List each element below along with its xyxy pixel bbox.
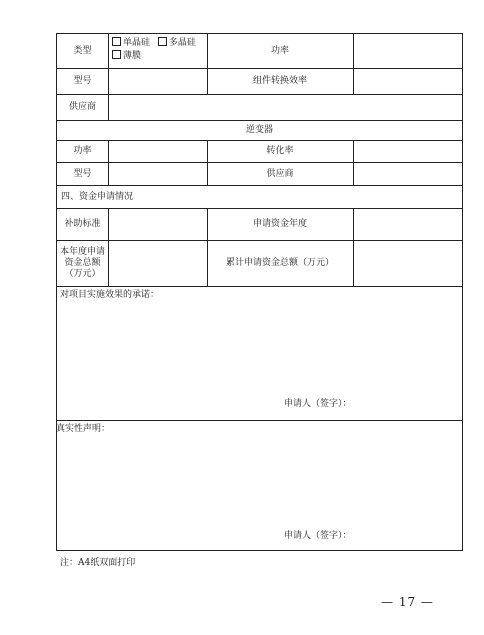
commitment-signature-label: 申请人（签字）： xyxy=(284,399,352,409)
inverter-model-label: 型号 xyxy=(73,168,92,179)
conversion-label: 转化率 xyxy=(266,146,294,156)
option-poly[interactable]: 多晶硅 xyxy=(158,38,196,48)
inverter-model-value[interactable] xyxy=(108,162,207,185)
conversion-value[interactable] xyxy=(353,140,462,162)
checkbox-icon[interactable] xyxy=(112,50,121,59)
type-options xyxy=(108,37,207,67)
year-value[interactable] xyxy=(353,208,462,240)
declaration-text-area[interactable] xyxy=(57,436,462,526)
annual-total-label: 本年度申请资金总额（万元） xyxy=(59,246,105,279)
commitment-text-area[interactable] xyxy=(57,302,462,402)
power-label: 功率 xyxy=(270,46,289,56)
model-label: 型号 xyxy=(73,76,92,86)
row-divider xyxy=(57,286,462,287)
application-form-table xyxy=(56,33,463,551)
supplier-label: 供应商 xyxy=(68,102,96,112)
supplier-value[interactable] xyxy=(108,94,462,120)
print-note: 注：A4纸双面打印 xyxy=(60,558,136,568)
efficiency-value[interactable] xyxy=(353,68,462,94)
funding-section-title: 四、资金申请情况 xyxy=(61,191,134,202)
inverter-power-label: 功率 xyxy=(73,146,92,156)
type-label: 类型 xyxy=(73,46,92,56)
inverter-supplier-value[interactable] xyxy=(353,162,462,185)
annual-total-value[interactable] xyxy=(108,240,207,286)
inverter-title: 逆变器 xyxy=(245,125,273,135)
year-label: 申请资金年度 xyxy=(252,219,307,229)
cumulative-label: 累计申请资金总额（万元） xyxy=(225,258,334,268)
subsidy-value[interactable] xyxy=(108,208,207,240)
checkbox-icon[interactable] xyxy=(112,37,121,46)
declaration-signature-label: 申请人（签字）： xyxy=(284,531,352,541)
option-thinfilm[interactable]: 薄膜 xyxy=(112,51,141,61)
subsidy-label: 补助标准 xyxy=(64,219,101,229)
row-divider xyxy=(57,420,462,421)
checkbox-icon[interactable] xyxy=(158,37,167,46)
commitment-label: 对项目实施效果的承诺： xyxy=(60,290,160,300)
inverter-supplier-label: 供应商 xyxy=(266,168,294,179)
inverter-power-value[interactable] xyxy=(108,140,207,162)
page-number: — 17 — xyxy=(381,595,434,609)
declaration-label: 真实性声明： xyxy=(56,424,111,434)
model-value[interactable] xyxy=(108,68,207,94)
option-mono[interactable]: 单晶硅 xyxy=(112,38,150,48)
cumulative-value[interactable] xyxy=(353,240,462,286)
efficiency-label: 组件转换效率 xyxy=(252,76,307,86)
power-value[interactable] xyxy=(353,34,462,68)
